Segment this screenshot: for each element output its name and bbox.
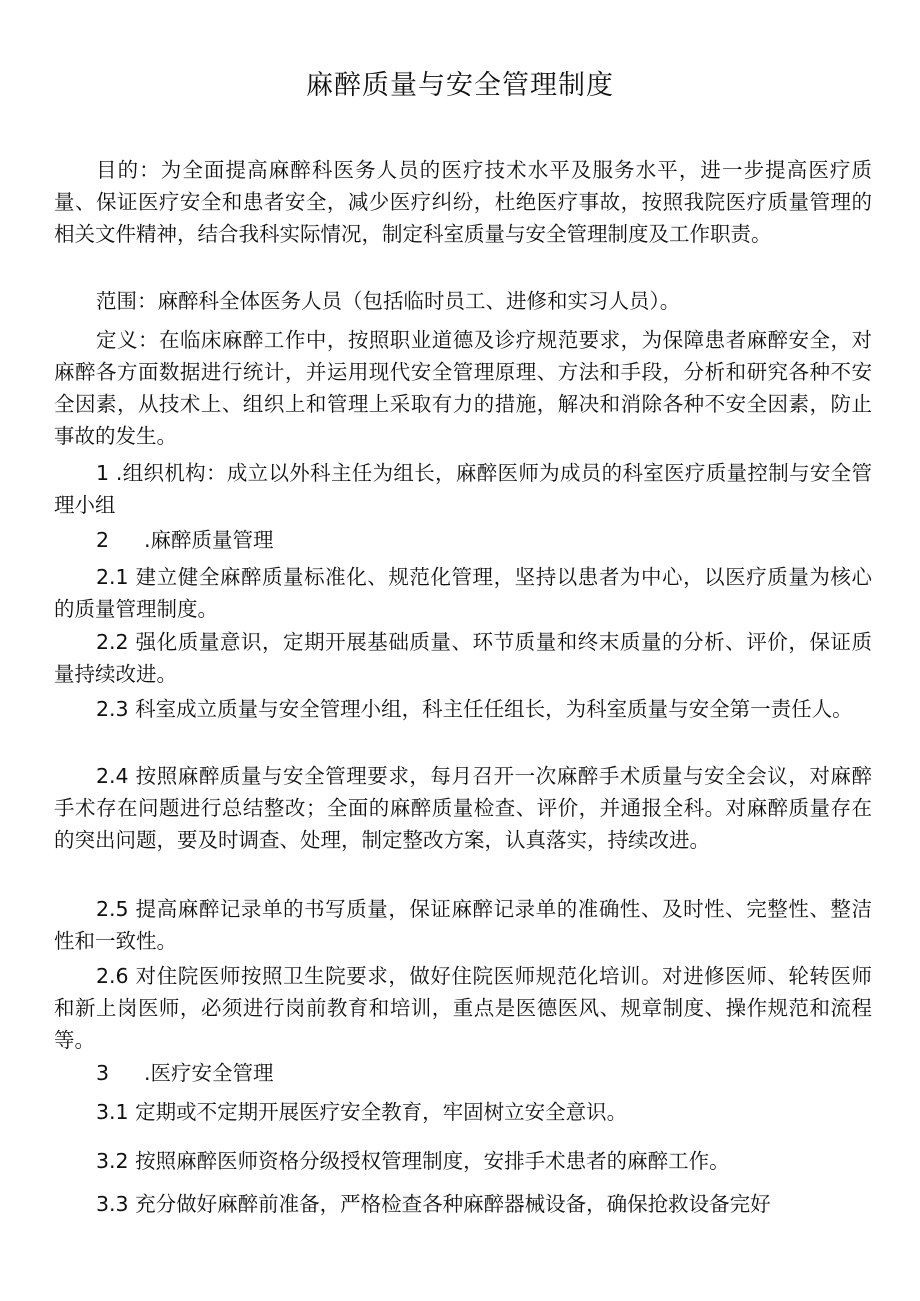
item-2-5-paragraph: 2.5 提高麻醉记录单的书写质量，保证麻醉记录单的准确性、及时性、完整性、整洁性和一致性。 bbox=[54, 897, 872, 953]
item-2-1-paragraph: 2.1 建立健全麻醉质量标准化、规范化管理，坚持以患者为中心，以医疗质量为核心的质量管理制度。 bbox=[54, 565, 872, 621]
item-2-2-paragraph: 2.2 强化质量意识，定期开展基础质量、环节质量和终末质量的分析、评价，保证质量持续改进。 bbox=[54, 630, 872, 686]
section-2-heading bbox=[96, 524, 274, 556]
document-title: 麻醉质量与安全管理制度 bbox=[306, 70, 614, 101]
item-3-2-paragraph: 3.2 按照麻醉医师资格分级授权管理制度，安排手术患者的麻醉工作。 bbox=[96, 1149, 730, 1173]
item-3-3-paragraph: 3.3 充分做好麻醉前准备，严格检查各种麻醉器械设备，确保抢救设备完好 bbox=[96, 1192, 771, 1216]
definition-paragraph: 定义：在临床麻醉工作中，按照职业道德及诊疗规范要求，为保障患者麻醉安全，对麻醉各方面数据进行统计，并运用现代安全管理原理、方法和手段，分析和研究各种不安全因素，从技术上、组织上和管理上采取有力的措施，解决和消除各种不安全因素，防止事故的发生。 bbox=[54, 328, 872, 448]
scope-paragraph: 范围：麻醉科全体医务人员（包括临时员工、进修和实习人员）。 bbox=[96, 289, 681, 313]
section-3-heading bbox=[96, 1057, 274, 1089]
item-2-4-paragraph: 2.4 按照麻醉质量与安全管理要求，每月召开一次麻醉手术质量与安全会议，对麻醉手术存在问题进行总结整改；全面的麻醉质量检查、评价，并通报全科。对麻醉质量存在的突出问题，要及时调查、处理，制定整改方案，认真落实，持续改进。 bbox=[54, 764, 872, 852]
item-2-3-paragraph: 2.3 科室成立质量与安全管理小组，科主任任组长，为科室质量与安全第一责任人。 bbox=[96, 697, 853, 721]
section-3-title: .医疗安全管理 bbox=[144, 1061, 274, 1085]
section-3-number: 3 bbox=[96, 1061, 110, 1085]
section-2-title: .麻醉质量管理 bbox=[144, 528, 274, 552]
purpose-paragraph: 目的：为全面提高麻醉科医务人员的医疗技术水平及服务水平，进一步提高医疗质量、保证医疗安全和患者安全，减少医疗纠纷，杜绝医疗事故，按照我院医疗质量管理的相关文件精神，结合我科实际情况，制定科室质量与安全管理制度及工作职责。 bbox=[54, 158, 872, 246]
section-2-number: 2 bbox=[96, 528, 110, 552]
item-3-1-paragraph: 3.1 定期或不定期开展医疗安全教育，牢固树立安全意识。 bbox=[96, 1100, 628, 1124]
item-2-6-paragraph: 2.6 对住院医师按照卫生院要求，做好住院医师规范化培训。对进修医师、轮转医师和新上岗医师，必须进行岗前教育和培训，重点是医德医风、规章制度、操作规范和流程等。 bbox=[54, 964, 872, 1052]
section-1-paragraph: 1 .组织机构：成立以外科主任为组长，麻醉医师为成员的科室医疗质量控制与安全管理小组 bbox=[54, 461, 872, 517]
